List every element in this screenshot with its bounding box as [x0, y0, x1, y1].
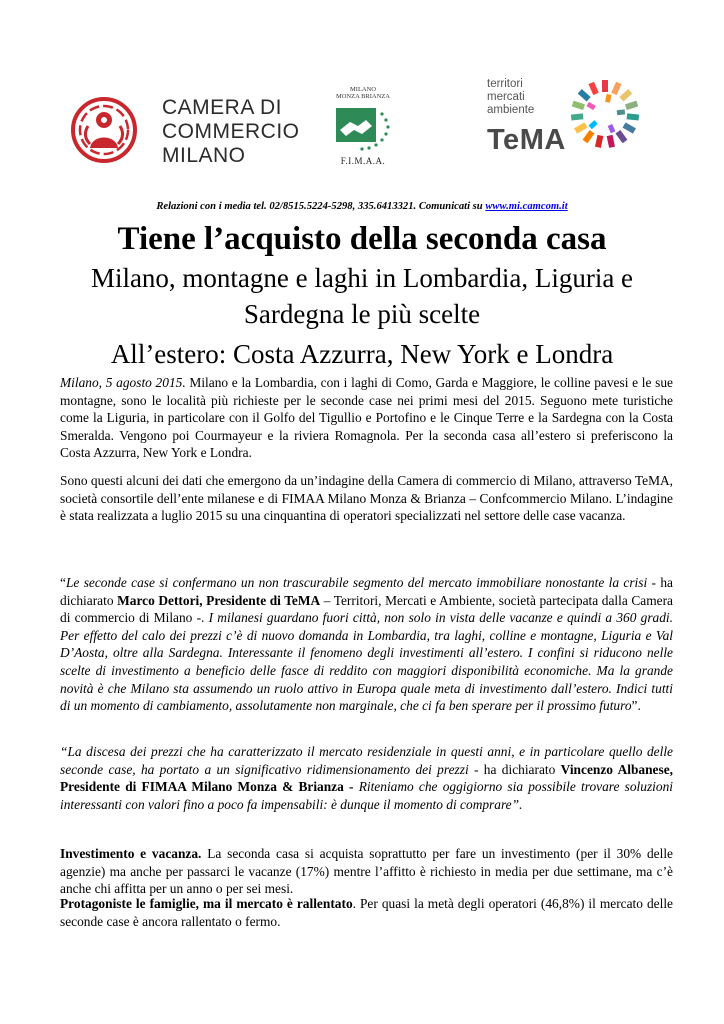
paragraph-intro	[60, 374, 673, 462]
ccm-logo	[70, 96, 310, 168]
paragraph-dettori-quote	[60, 574, 673, 715]
families-text: . Per quasi la metà degli operatori (46,8%) il mercato delle seconde case è ancora rallentato o fermo.	[60, 896, 673, 929]
albanese-speaker: Vincenzo Albanese, Presidente di FIMAA Milano Monza & Brianza	[60, 761, 673, 795]
media-contacts	[0, 201, 724, 212]
fimaa-logo	[328, 86, 398, 170]
fimaa-top-line-2: MONZA BRIANZA	[336, 93, 390, 100]
dettori-quote-2: I milanesi guardano fuori città, non solo in vista delle vacanze e quindi a 360 gradi. Per effetto del calo dei prezzi c’è di nuovo domanda in Lombardia, tra laghi, colline e montagne, Liguria e Val D’Aosta, oltre alla Sardegna. Interessante il fenomeno degli investimenti all’estero. I confini si riducono nelle scelte di investimento a beneficio delle fasce di reddito con maggiori disponibilità economiche. Ma la grande novità è che Milano sta assumendo un ruolo attivo in Europa quale meta di investimento dall’estero. Indici tutti di un momento di cambiamento, assolutamente non marginale, che ci fa ben sperare per il prossimo futuro	[60, 610, 673, 714]
investment-lead: Investimento e vacanza.	[60, 846, 202, 861]
media-contacts-text: Relazioni con i media tel. 02/8515.5224-5298, 335.6413321. Comunicati su	[156, 201, 486, 212]
dettori-attribution-2: – Territori, Mercati e Ambiente, società partecipata dalla Camera di commercio di Milano -.	[60, 592, 673, 626]
dettori-attribution-1: - ha dichiarato	[60, 575, 673, 608]
page-title: Tiene l’acquisto della seconda casa	[117, 221, 607, 257]
ccm-logo-text	[162, 96, 300, 168]
paragraph-survey: Sono questi alcuni dei dati che emergono da un’indagine della Camera di commercio di Milano, attraverso TeMA, società consortile dell’ente milanese e di FIMAA Milano Monza & Brianza – Confcommercio Milano. L’indagine è stata realizzata a luglio 2015 su una cinquantina di operatori specializzati nel settore delle case vacanza.	[60, 473, 673, 524]
tema-name: TeMA	[487, 124, 566, 156]
albanese-quote-1: “La discesa dei prezzi che ha caratterizzato il mercato residenziale in questi anni, e in particolare quello delle seconde case, ha portato a un significativo ridimensionamento dei prezzi	[60, 744, 673, 777]
tema-tagline-2: mercati	[487, 91, 525, 103]
paragraph-albanese-quote	[60, 743, 673, 813]
intro-text: Milano e la Lombardia, con i laghi di Como, Garda e Maggiore, le colline pavesi e le sue montagne, sono le località più richieste per le seconde case nei primi mesi del 2015. Seguono mete turistiche come la Liguria, in particolare con il Golfo del Tigullio e Portofino e le Cinque Terre e la Sardegna con la Costa Smeralda. Vengono poi Courmayeur e la riviera Romagnola. Per la seconda casa all’estero si preferiscono la Costa Azzurra, New York e Londra.	[60, 375, 673, 461]
tema-logo	[487, 72, 647, 164]
tema-tagline	[487, 78, 534, 117]
camcom-link[interactable]: www.mi.camcom.it	[485, 201, 568, 212]
paragraph-investment	[60, 845, 673, 898]
fimaa-name: F.I.M.A.A.	[340, 156, 386, 166]
tema-color-wheel-icon	[567, 76, 643, 152]
handshake-icon	[332, 104, 394, 154]
albanese-dash: -	[343, 779, 359, 795]
quote-open-mark: “	[60, 575, 66, 590]
albanese-quote-2: Riteniamo che oggigiorno sia possibile trovare soluzioni interessanti con valori fino a poco fa impensabili: è dunque il momento di comprare”.	[60, 779, 674, 812]
dettori-quote-1: Le seconde case si confermano un non trascurabile segmento del mercato immobiliare nonostante la crisi	[65, 575, 648, 590]
tema-tagline-3: ambiente	[487, 104, 535, 116]
ccm-emblem-icon	[70, 96, 138, 164]
ccm-line-2: COMMERCIO	[162, 120, 300, 143]
fimaa-top-line-1: MILANO	[350, 86, 376, 93]
subtitle-abroad: All’estero: Costa Azzurra, New York e Londra	[110, 339, 614, 369]
dateline: Milano, 5 agosto 2015.	[60, 375, 186, 390]
quote-close-mark: ”.	[631, 698, 641, 714]
ccm-line-3: MILANO	[162, 144, 246, 167]
investment-text: La seconda casa si acquista soprattutto per fare un investimento (per il 30% delle agenzie) ma anche per passarci le vacanze (17%) mentre l’affitto è richiesto in media per due settimane, ma c’è anche chi affitta per un anno o per sei mesi.	[60, 846, 673, 897]
families-lead: Protagoniste le famiglie, ma il mercato è rallentato	[60, 896, 353, 911]
subtitle-destinations: Milano, montagne e laghi in Lombardia, Liguria e Sardegna le più scelte	[90, 263, 634, 329]
ccm-line-1: CAMERA DI	[162, 96, 283, 119]
tema-tagline-1: territori	[487, 78, 523, 90]
dettori-speaker: Marco Dettori, Presidente di TeMA	[117, 592, 321, 608]
albanese-attribution: - ha dichiarato	[468, 761, 561, 777]
paragraph-families	[60, 895, 673, 930]
